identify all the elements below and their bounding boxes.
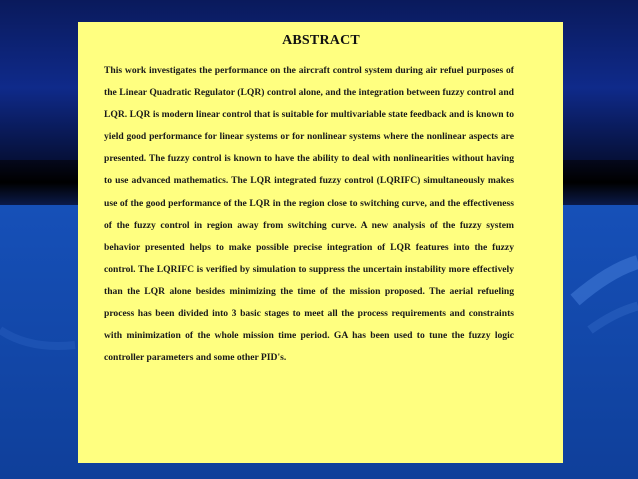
abstract-panel bbox=[78, 22, 563, 463]
abstract-title: ABSTRACT bbox=[282, 33, 360, 48]
abstract-body: This work investigates the performance on the aircraft control system during air refuel purposes of the Linear Quadratic Regulator (LQR) control alone, and the integration between fuzzy control and LQR. LQR is modern linear control that is suitable for multivariable state feedback and is known to yield good performance for linear systems or for nonlinear systems where the nonlinear aspects are presented. The fuzzy control is known to have the ability to deal with nonlinearities without having to use advanced mathematics. The LQR integrated fuzzy control (LQRIFC) simultaneously makes use of the good performance of the LQR in the region close to switching curve, and the effectiveness of the fuzzy control in region away from switching curve. A new analysis of the fuzzy system behavior presented helps to make possible precise integration of LQR features into the fuzzy control. The LQRIFC is verified by simulation to suppress the uncertain instability more effectively than the LQR alone besides minimizing the time of the mission proposed. The aerial refueling process has been divided into 3 basic stages to meet all the process requirements and constraints with minimization of the whole mission time period. GA has been used to tune the fuzzy logic controller parameters and some other PID's. bbox=[104, 65, 514, 364]
